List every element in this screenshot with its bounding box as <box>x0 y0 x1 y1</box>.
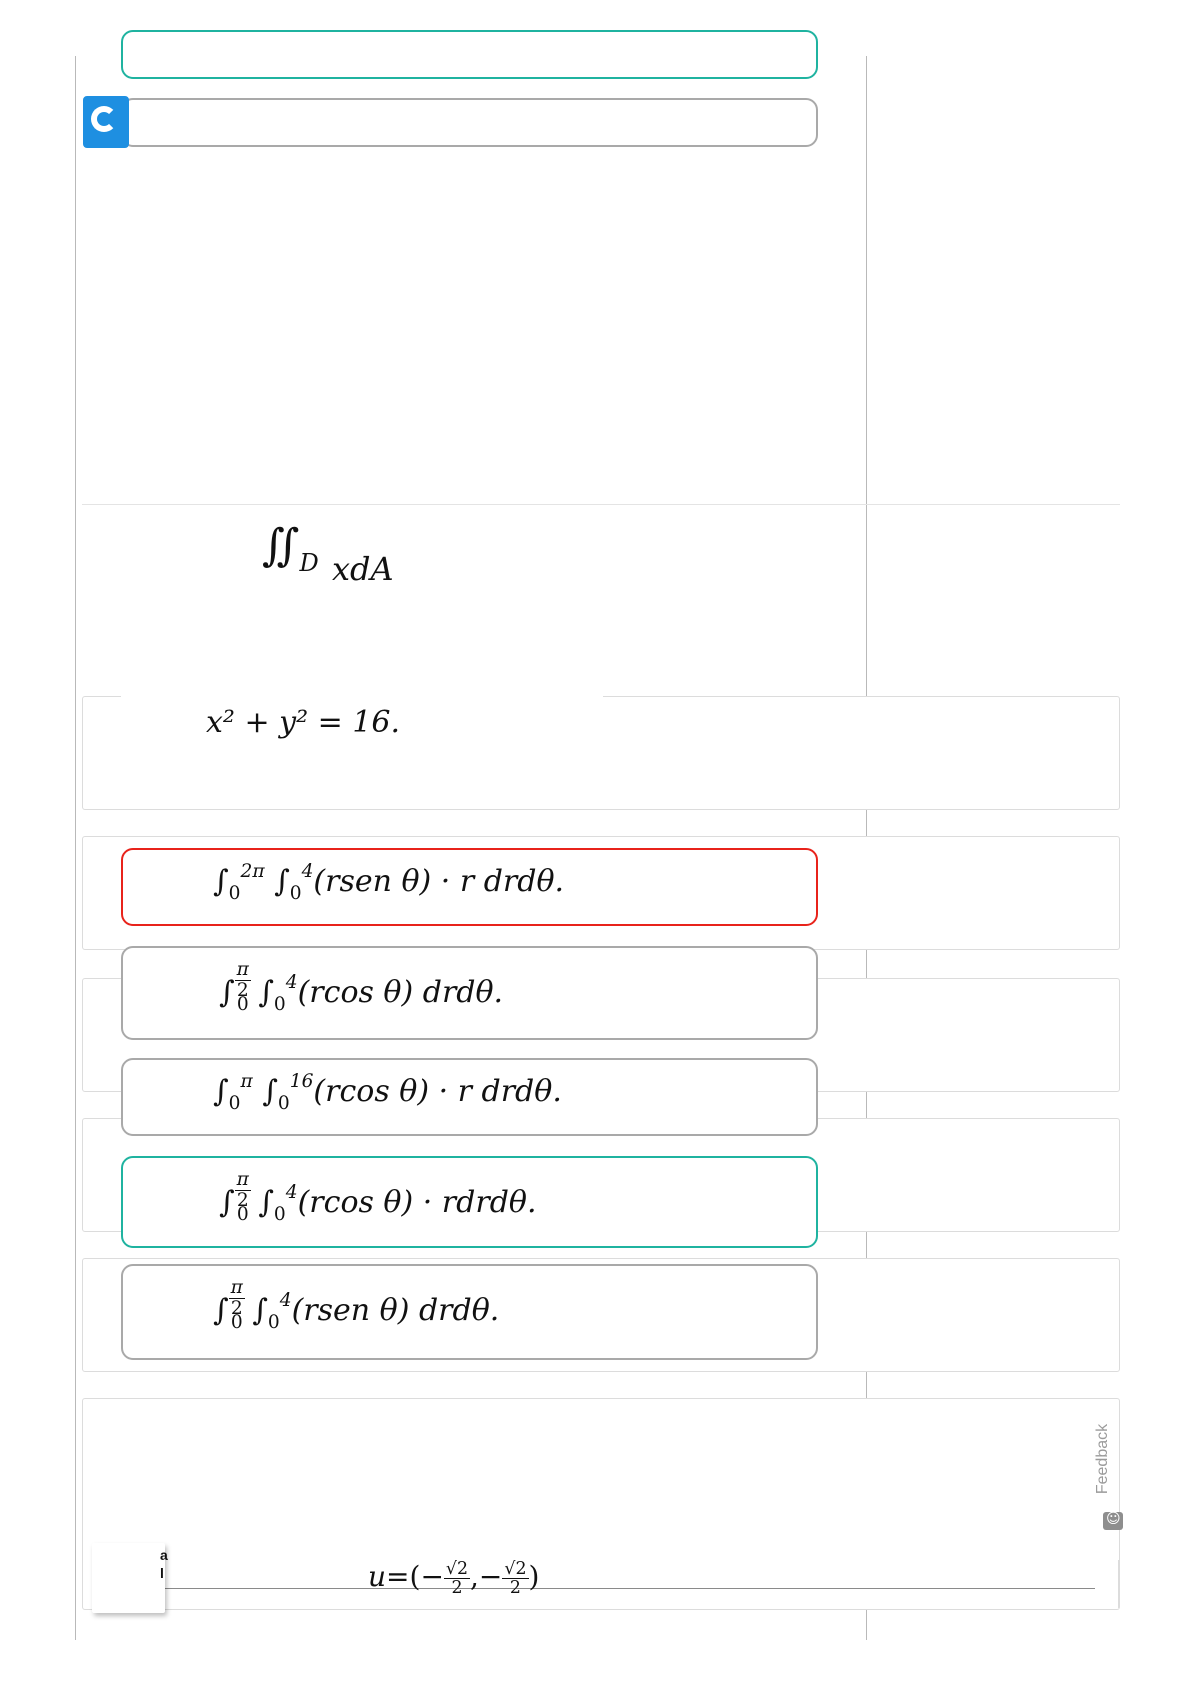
option-3-formula: $\int_0^\pi$ $\int_0^{16}(rcos$ θ) · r drdθ. <box>213 1071 562 1115</box>
question-integral <box>262 520 319 577</box>
tooltip-line-2: l <box>160 1565 164 1581</box>
option-4-body: (rcos θ) · rdrdθ. <box>297 1185 537 1221</box>
answer-option-5[interactable] <box>121 1264 818 1360</box>
answer-card-5 <box>82 1398 1120 1610</box>
answer-option-2[interactable] <box>121 946 818 1040</box>
double-integral-symbol: ∬ <box>262 520 300 571</box>
left-border <box>75 56 76 1640</box>
answer-option-4[interactable] <box>121 1156 818 1248</box>
smiley-icon[interactable] <box>1103 1512 1123 1530</box>
integral-domain: D <box>299 548 319 577</box>
answer-option-3[interactable] <box>121 1058 818 1136</box>
feedback-label: Feedback <box>1094 1423 1112 1495</box>
answer-option-1[interactable] <box>121 848 818 926</box>
option-2-body: (rcos θ) drdθ. <box>297 975 504 1011</box>
integrand: xdA <box>332 550 394 588</box>
option-2-formula: ∫ $\frac{\pi}{2}$ $_0$ $\int_0^4(rcos$ θ) drdθ. <box>219 959 504 1016</box>
app-logo-icon <box>83 96 129 148</box>
option-1-body: (rsen θ) · r drdθ. <box>313 864 565 899</box>
previous-option-correct[interactable] <box>121 30 818 79</box>
tooltip-line-1: a <box>160 1547 168 1563</box>
feedback-divider <box>1118 1560 1119 1608</box>
option-3-body: (rcos θ) · r drdθ. <box>313 1074 562 1109</box>
feedback-tab[interactable] <box>1090 1400 1150 1495</box>
strike-line <box>160 1588 1095 1589</box>
option-5-body: (rsen θ) drdθ. <box>291 1293 500 1329</box>
tooltip-popup <box>92 1543 168 1613</box>
option-5-formula: ∫ $\frac{\pi}{2}$ $_0$ $\int_0^4(rsen$ θ) drdθ. <box>213 1277 500 1334</box>
unit-vector: u=(− $\frac{√2}{2}$ ,− $\frac{√2}{2}$ ) <box>368 1559 540 1599</box>
previous-option[interactable] <box>121 98 818 147</box>
option-1-formula: $\int_0^{2\pi}$ $\int_0^4(rsen$ θ) · r drdθ. <box>213 861 565 905</box>
section-divider <box>82 504 1120 505</box>
circle-equation: x² + y² = 16. <box>206 705 401 740</box>
option-4-formula: ∫ $\frac{\pi}{2}$ $_0$ $\int_0^4(rcos$ θ) · rdrdθ. <box>219 1169 537 1226</box>
